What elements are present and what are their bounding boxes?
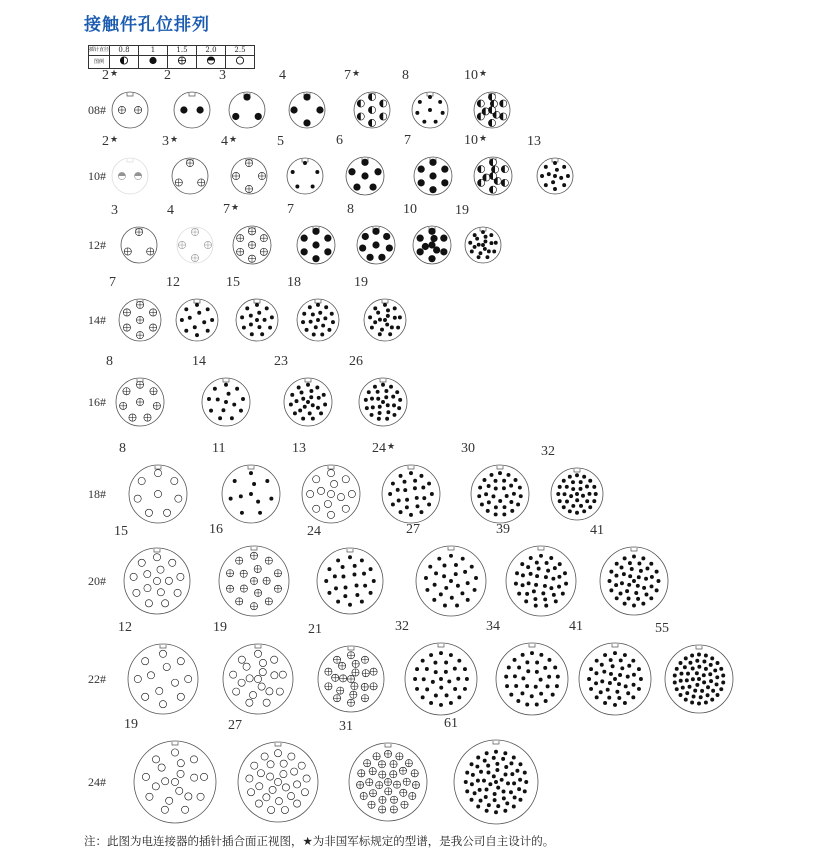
pin-count-label: 15 (114, 524, 128, 539)
pin-count-label: 39 (496, 522, 510, 537)
connector-face (223, 202, 273, 266)
connector-face (464, 133, 514, 197)
shell-size-label: 24# (88, 775, 106, 789)
pin-count-label: 13 (292, 441, 306, 456)
connector-face-icon (535, 156, 575, 196)
connector-face-icon (357, 376, 409, 428)
star-icon: ★ (110, 134, 119, 144)
pin-count-label: 4★ (221, 134, 238, 149)
pin-count-label: 12 (166, 275, 180, 290)
connector-face (541, 444, 605, 522)
legend-diameter: 0.8 (110, 46, 139, 56)
star-icon: ★ (231, 202, 240, 212)
pin-count-label: 6 (336, 133, 343, 148)
connector-face-icon (119, 225, 159, 265)
connector-face (406, 522, 488, 618)
pin-count-label: 55 (655, 621, 669, 636)
connector-face (221, 134, 269, 196)
pin-count-label: 21 (308, 622, 322, 637)
connector-face (109, 275, 163, 343)
connector-face-icon (127, 463, 189, 525)
connector-face (486, 619, 570, 717)
connector-face-icon (577, 641, 653, 717)
shell-size-label: 16# (88, 395, 106, 409)
connector-face (124, 717, 218, 825)
star-icon: ★ (387, 441, 396, 451)
connector-face-icon (472, 90, 512, 130)
pin-count-label: 8 (106, 354, 113, 369)
pin-count-label: 30 (461, 441, 475, 456)
connector-face (167, 203, 215, 265)
legend-symbol-label: 图例 (89, 56, 110, 69)
connector-face (228, 718, 320, 824)
pin-count-label: 3 (111, 203, 118, 218)
half-filled-horizontal-icon (197, 56, 226, 69)
connector-face (162, 134, 210, 196)
connector-face-icon (236, 740, 320, 824)
connector-face-icon (494, 641, 570, 717)
pin-count-label: 15 (226, 275, 240, 290)
pin-count-label: 7★ (344, 68, 361, 83)
connector-face-icon (234, 297, 280, 343)
connector-face-icon (285, 156, 325, 196)
connector-face-icon (200, 376, 252, 428)
pin-count-label: 24 (307, 524, 321, 539)
pin-count-label: 2★ (102, 134, 119, 149)
connector-face-icon (300, 463, 362, 525)
connector-face (349, 354, 409, 428)
star-icon: ★ (479, 68, 488, 78)
pin-count-label: 7★ (223, 202, 240, 217)
connector-face-icon (412, 155, 454, 197)
connector-face (106, 354, 166, 428)
pin-count-label: 34 (486, 619, 500, 634)
connector-face (164, 68, 212, 130)
connector-face-icon (598, 545, 670, 617)
shell-size-label: 18# (88, 487, 106, 501)
connector-face-icon (403, 641, 479, 717)
connector-face (102, 68, 150, 130)
pin-count-label: 19 (213, 620, 227, 635)
star-icon: ★ (110, 68, 119, 78)
connector-face (569, 619, 653, 717)
pin-count-label: 27 (228, 718, 242, 733)
connector-face-icon (411, 224, 453, 266)
star-icon: ★ (229, 134, 238, 144)
connector-face (287, 275, 341, 343)
pin-count-label: 26 (349, 354, 363, 369)
connector-face (226, 275, 280, 343)
shell-size-label: 14# (88, 313, 106, 327)
filled-circle-icon (139, 56, 168, 69)
pin-count-label: 19 (455, 203, 469, 218)
star-icon: ★ (479, 133, 488, 143)
connector-face-icon (549, 466, 605, 522)
connector-face-icon (126, 642, 200, 716)
connector-face-icon (504, 544, 578, 618)
connector-face-icon (117, 297, 163, 343)
connector-face (307, 524, 385, 616)
pin-count-label: 8 (347, 202, 354, 217)
pin-count-label: 12 (118, 620, 132, 635)
connector-face (274, 354, 334, 428)
connector-face-icon (132, 739, 218, 825)
pin-count-label: 19 (354, 275, 368, 290)
shell-size-label: 20# (88, 574, 106, 588)
connector-face (192, 354, 252, 428)
connector-face (219, 68, 267, 130)
connector-face (166, 275, 220, 343)
connector-face (102, 134, 150, 196)
pin-count-label: 31 (339, 719, 353, 734)
pin-count-label: 23 (274, 354, 288, 369)
connector-face (354, 275, 408, 343)
connector-face-icon (227, 90, 267, 130)
pin-count-label: 18 (287, 275, 301, 290)
connector-face-icon (217, 544, 291, 618)
connector-face-icon (410, 90, 450, 130)
pin-count-label: 7 (109, 275, 116, 290)
connector-face-icon (282, 376, 334, 428)
connector-face-icon (110, 156, 150, 196)
connector-face-icon (170, 156, 210, 196)
footnote: 注：此图为电连接器的插针插合面正视图，★为非国军标规定的型谱，是我公司自主设计的。 (84, 834, 555, 848)
connector-face (590, 523, 670, 617)
pin-count-label: 11 (212, 441, 226, 456)
connector-face (111, 203, 159, 265)
connector-face-icon (110, 90, 150, 130)
connector-face-icon (231, 224, 273, 266)
legend-diameter: 2.0 (197, 46, 226, 56)
legend-diameter: 2.5 (226, 46, 255, 56)
connector-face-icon (316, 644, 386, 714)
connector-face-icon (122, 546, 192, 616)
connector-face-icon (172, 90, 212, 130)
connector-face-icon (663, 643, 735, 715)
star-icon: ★ (170, 134, 179, 144)
pin-count-label: 4 (279, 68, 286, 83)
pin-count-label: 41 (590, 523, 604, 538)
connector-face (277, 134, 325, 196)
connector-face (344, 68, 392, 130)
connector-face-icon (469, 463, 531, 525)
connector-face-icon (114, 376, 166, 428)
connector-face (212, 441, 282, 525)
connector-face (287, 202, 337, 266)
connector-face-icon (463, 225, 503, 265)
open-circle-icon (226, 56, 255, 69)
pin-count-label: 7 (287, 202, 294, 217)
connector-face-icon (380, 463, 442, 525)
connector-face (347, 202, 397, 266)
connector-face-icon (344, 155, 386, 197)
pin-count-label: 32 (541, 444, 555, 459)
pin-count-label: 2 (164, 68, 171, 83)
connector-face (655, 621, 735, 715)
connector-face-icon (174, 297, 220, 343)
connector-face (339, 719, 429, 823)
pin-count-label: 7 (404, 133, 411, 148)
connector-face-icon (472, 155, 514, 197)
connector-face-icon (352, 90, 392, 130)
legend-diameter: 1.5 (168, 46, 197, 56)
connector-face-icon (221, 642, 295, 716)
connector-face (395, 619, 479, 717)
connector-face (402, 68, 450, 130)
pin-count-label: 3 (219, 68, 226, 83)
connector-face-icon (295, 297, 341, 343)
pin-count-label: 13 (527, 134, 541, 149)
pin-count-label: 32 (395, 619, 409, 634)
connector-face (308, 622, 386, 714)
connector-face (404, 133, 454, 197)
connector-face (119, 441, 189, 525)
connector-face-icon (452, 738, 540, 826)
pin-count-label: 8 (119, 441, 126, 456)
connector-face-icon (287, 90, 327, 130)
page-title: 接触件孔位排列 (84, 15, 210, 35)
pin-count-label: 27 (406, 522, 420, 537)
connector-face (403, 202, 453, 266)
connector-face (464, 68, 512, 130)
connector-face (292, 441, 362, 525)
pin-count-label: 2★ (102, 68, 119, 83)
connector-face (527, 134, 575, 196)
shell-size-label: 10# (88, 169, 106, 183)
pin-count-label: 24★ (372, 441, 396, 456)
pin-count-label: 16 (209, 522, 223, 537)
pin-count-label: 41 (569, 619, 583, 634)
connector-face (213, 620, 295, 716)
pin-count-label: 10 (403, 202, 417, 217)
legend-header-label: 插针直径 (89, 46, 110, 56)
pin-count-label: 3★ (162, 134, 179, 149)
half-filled-vertical-icon (110, 56, 139, 69)
connector-face (461, 441, 531, 525)
connector-face (372, 441, 442, 525)
connector-face (209, 522, 291, 618)
connector-face-icon (362, 297, 408, 343)
pin-count-label: 19 (124, 717, 138, 732)
connector-face-icon (347, 741, 429, 823)
pin-count-label: 4 (167, 203, 174, 218)
connector-face-icon (414, 544, 488, 618)
connector-face-icon (295, 224, 337, 266)
connector-face-icon (355, 224, 397, 266)
connector-face-icon (315, 546, 385, 616)
star-icon: ★ (352, 68, 361, 78)
connector-face-icon (175, 225, 215, 265)
connector-face (118, 620, 200, 716)
shell-size-label: 08# (88, 103, 106, 117)
connector-face (455, 203, 503, 265)
shell-size-label: 22# (88, 672, 106, 686)
connector-face (444, 716, 540, 826)
connector-face (279, 68, 327, 130)
crosshair-circle-icon (168, 56, 197, 69)
pin-count-label: 5 (277, 134, 284, 149)
pin-count-label: 14 (192, 354, 206, 369)
connector-face-icon (229, 156, 269, 196)
pin-count-label: 10★ (464, 133, 488, 148)
pin-count-label: 10★ (464, 68, 488, 83)
connector-face-icon (220, 463, 282, 525)
connector-face (114, 524, 192, 616)
pin-count-label: 8 (402, 68, 409, 83)
pin-count-label: 61 (444, 716, 458, 731)
legend-diameter: 1 (139, 46, 168, 56)
pin-diameter-legend (88, 45, 255, 69)
connector-face (496, 522, 578, 618)
connector-face (336, 133, 386, 197)
shell-size-label: 12# (88, 238, 106, 252)
